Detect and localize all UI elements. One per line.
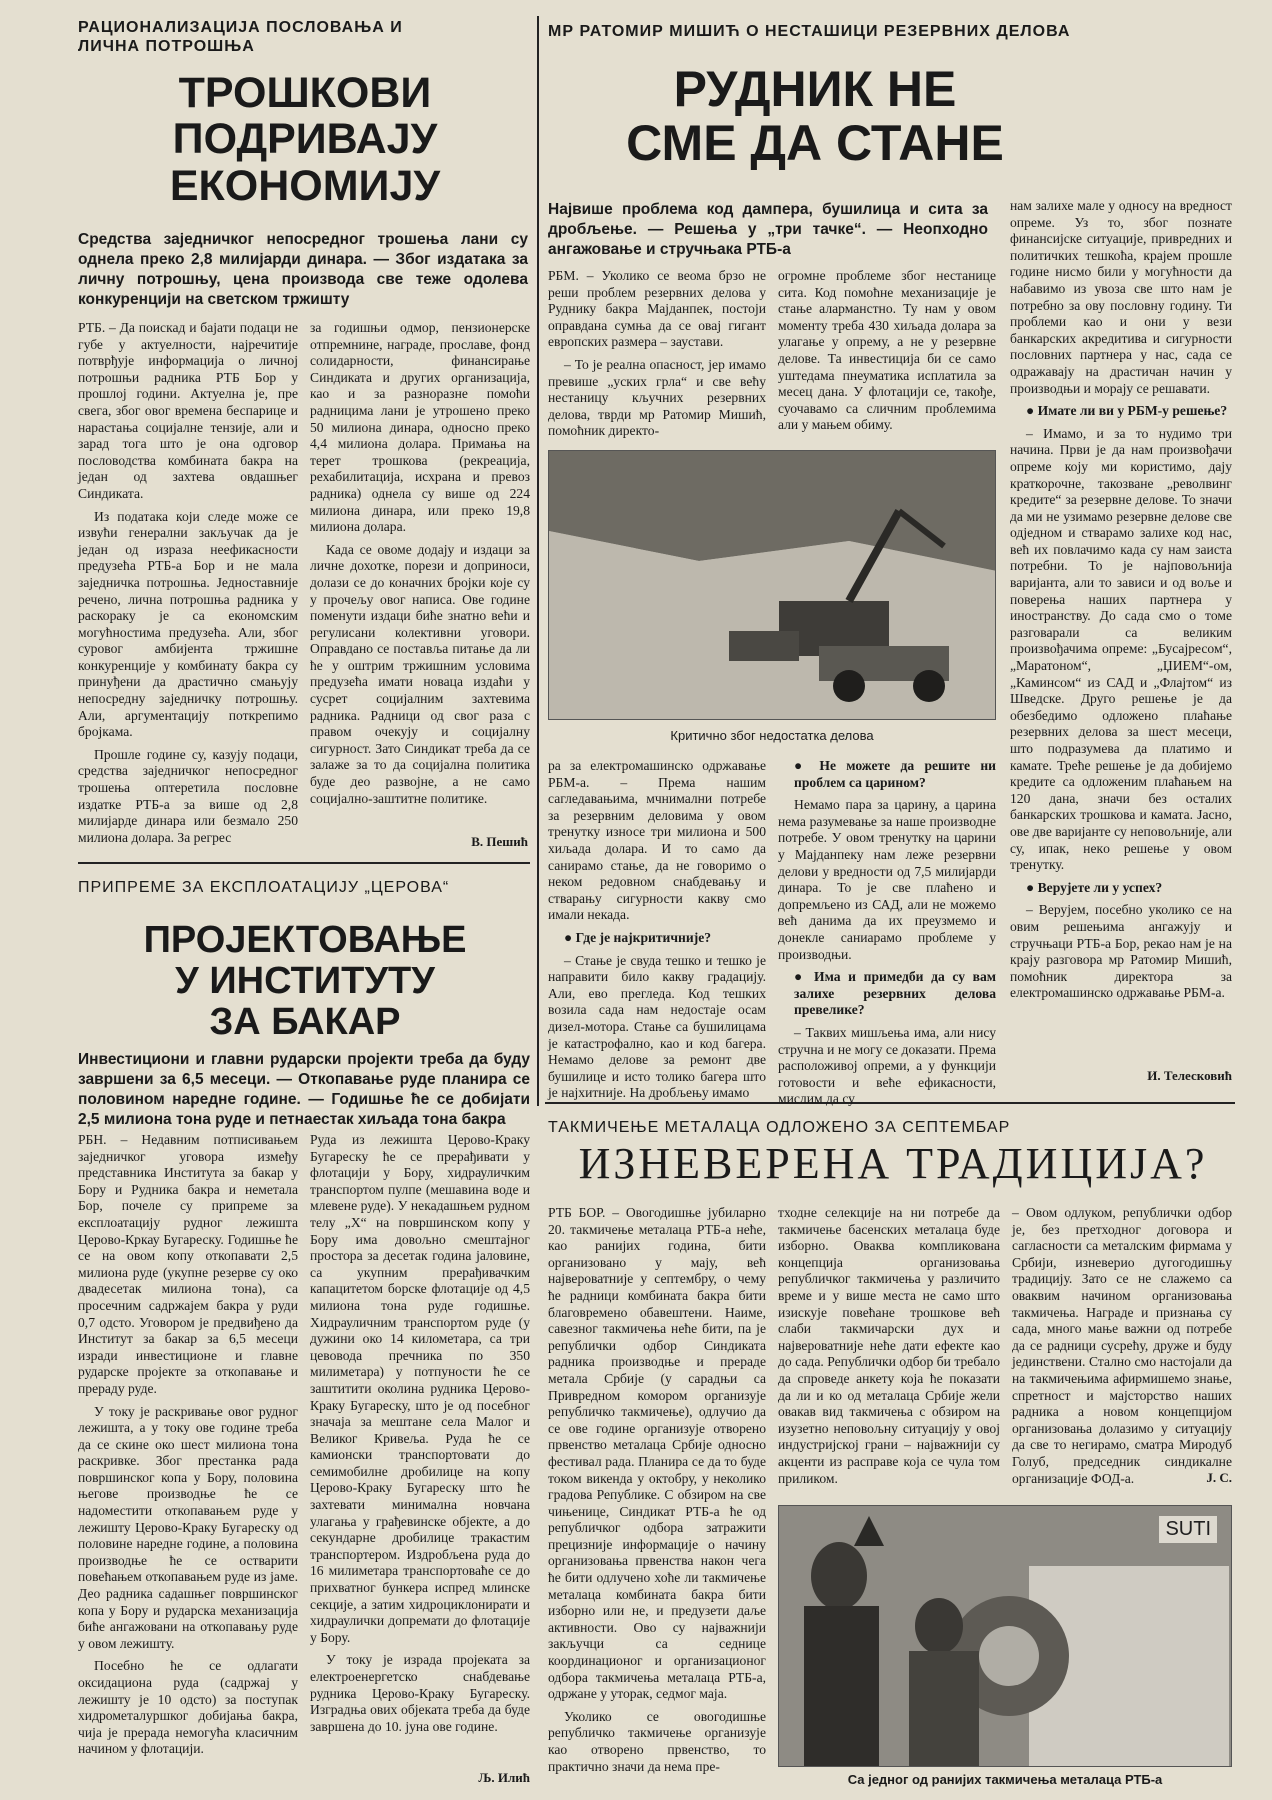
article3-column2 <box>310 1132 530 1741</box>
article2-column-e <box>1010 198 1232 1008</box>
article2-lede: Највише проблема код дампера, бушилица и сита за дробљење. — Решења у „три тачке“. — Неопходно ангажовање и стручњака РТБ-а <box>548 201 988 258</box>
article2-headline-line1: РУДНИК НЕ <box>673 61 957 117</box>
article2-question: ● Имате ли ви у РБМ-у решење? <box>1026 403 1228 419</box>
divider-left-middle <box>78 862 530 864</box>
article2-kicker: МР РАТОМИР МИШИЋ О НЕСТАШИЦИ РЕЗЕРВНИХ ДЕЛОВА <box>548 23 1071 40</box>
article2-signature: И. Телесковић <box>1147 1068 1232 1083</box>
article2-question: ● Не можете да решите ни проблем са царином? <box>794 758 996 790</box>
article2-column-c <box>548 758 766 1108</box>
workers-photo <box>778 1505 1232 1767</box>
article1-column2 <box>310 320 530 813</box>
article3-signature: Љ. Илић <box>478 1770 530 1785</box>
article2-paragraph: – Стање је свуда тешко и тешко је направити било какву градацију. Али, ево прегледа. Код тешких возила сада нам недостаје осам дизел-мотора. Стање са бушилицама је катастрофално, као и код багера. Немамо делове за ремонт две бушилице и исто толико багера што је најхитније. На дробљењу имамо <box>548 952 766 1101</box>
article3-headline-line3: ЗА БАКАР <box>209 1001 401 1044</box>
article2-question-text: Има и примедби да су вам залихе резервних делова превелике? <box>794 969 996 1018</box>
article2-paragraph: – Верујем, посебно уколико се на овим решењима ангажују и стручњаци РТБ-а Бор, рекао нам је на крају разговора мр Ратомир Мишић, помоћник директора за електромашинско одржавање РБМ-а. <box>1010 902 1232 1001</box>
workers-photo-sign: SUTI <box>1159 1516 1217 1543</box>
article2-question-text: Не можете да решите ни проблем са царином? <box>794 758 996 790</box>
article2-question: ● Где је најкритичније? <box>564 929 712 945</box>
article1-paragraph: Из података који следе може се извући генерални закључак да је један од израза неефикасности предузећа РТБ-а Бор и не мала заједничка потрошња. Једноставније речено, лична потрошња радника у раскораку је са економским могућностима предузећа. Али, због суровог амбијента тржишне конкуренције у комбинату бакра су принуђени да драстично смањују непосредну заједничку потрошњу. Али, аргументацију поткрепимо бројкама. <box>78 508 298 740</box>
article3-headline <box>90 920 520 1043</box>
article4-column3 <box>1012 1205 1232 1493</box>
article1-kicker: РАЦИОНАЛИЗАЦИЈА ПОСЛОВАЊА И ЛИЧНА ПОТРОШЊА <box>78 19 403 55</box>
article1-paragraph: Када се овоме додају и издаци за личне дохотке, порези и доприноси, долази се до коначних бројки које су у прочељу овог написа. Ове године поменути издаци биће знатно већи и регулисани колективни уговори. Оправдано се поставља питање да ли ће у оштрим тржишним условима предузећа имати новаца издаћи у сусрет социјалним захтевима радника. Радници од свог раза с правом очекују и социјалну сигурност. Зато Синдикат треба да се залаже за то да социјална политика буде део развојне, а не само социјално-заштитне политике. <box>310 541 530 806</box>
excavator-photo <box>548 450 996 720</box>
article3-headline-line2: У ИНСТИТУТУ <box>175 960 435 1003</box>
article2-paragraph: – Имамо, и за то нудимо три начина. Први је да нам произвођачи опреме коју ми користимо, дају краткорочне, такозване „револвинг кредите“ за резервне делове. То значи да ми не узимамо резервне делове све одједном и стварамо залихе код нас, већ их повлачимо када су нам заиста потребни. То је најповољнија варијанта, али то зависи и од воље и поверења наших партнера у иностранству. До сада смо о томе разговарали са великим произвођачима опреме: „Бусајресом“, „Маратоном“, „ЏИЕМ“-ом, „Каминсом“ из САД и „Флајтом“ из Шведске. Друго решење је да обезбедимо одложено плаћање резервних делова за шест месеци, што подразумева да платимо и камате. Треће решење је да добијемо кредите са одложеним плаћањем на 120 дана, значи без осталих банкарских трошкова и камата. Јасно, ове две варијанте су неповољније, али су, ипак, некo решење у овом тренутку. <box>1010 425 1232 873</box>
article1-paragraph: РТБ. – Да поискад и бајати подаци не губе у актуелности, најречитије потврђује информација о личној потрошњи радника РТБ Бор у прошлој години. Актуелна је, пре свега, због овог времена беспарице и нарастања социјалне тензије, али и зарад тога што је она одговор пословодства комбината бакра на један од захтева овдашњег Синдиката. <box>78 320 298 501</box>
article1-signature: В. Пешић <box>471 834 528 849</box>
article3-headline-line1: ПРОЈЕКТОВАЊЕ <box>143 919 467 961</box>
article1-headline-line3: ЕКОНОМИЈУ <box>169 161 441 210</box>
article4-signature: Ј. С. <box>1206 1470 1232 1485</box>
article2-paragraph: – Таквих мишљења има, али нису стручна и не могу се доказати. Према расположивој опреми, а у функцији готовости и веће ефикасности, мислим да су <box>778 1024 996 1107</box>
article2-question: ● Има и примедби да су вам залихе резервних делова превелике? <box>794 969 996 1018</box>
article4-column1 <box>548 1205 766 1781</box>
excavator-photo-caption: Критично због недостатка делова <box>670 728 874 743</box>
article2-paragraph: – То је реална опасност, јер имамо превише „уских грла“ и све већу нестаницу кључних резервних делова, тврди мр Ратомир Мишић, помоћник директо- <box>548 356 766 439</box>
article1-lede: Средства заједничког непосредног трошења лани су однела преко 2,8 милијарди динара. — Због издатака за личну потрошњу, цена производа све теже одолева конкуренцији на светском тржишту <box>78 231 528 308</box>
article4-paragraph: РТБ БОР. – Овогодишње јубиларно 20. такмичење металаца РТБ-а неће, као ранијих година, бити организовано у мају, већ највероватније у септембру, о чему ће радници комбината бакра бити благовремено обавештени. Наиме, савезног такмичења неће бити, па је републички одбор Синдиката радника производње и прераде метала Србије (у сарадњи са Привредном комором организује републичко такмичење), одлучио да се ове године организује отворено првенство металаца Србије односно фестивал рада. Планира се да то буде током викенда у октобру, у неколико градова Републике. С обзиром на све чињенице, Синдикат РТБ-а ће од републичког одбора затражити прецизније информације о начину организовања првенства након чега ће бити одлучено хоће ли такмичење металаца комбината бакра бити изборно или не, и предузети даље активности. Ово су најважнији закључци са седнице координационог и организационог одбора такмичења металаца РТБ-а, одржане у уторак, седмог маја. <box>548 1205 766 1702</box>
article4-paragraph: тходне селекције на ни потребе да такмичење басенских металаца буде изборно. Оваква компликована концепција организовања републичког такмичења у различито време и у више места не само што изискује повећане трошкове већ слаби такмичарски дух и највероватније неће дати ефекте као до сада. Републички одбор би требало да спроведе анкету која ће показати да ли и ко од металаца Србије жели овакав вид такмичења с обзиром на изузетно неповољну ситуацију у овој индустријској грани – најважнији су акценти из расправе која се чула том приликом. <box>778 1205 1000 1486</box>
article2-headline-line2: СМЕ ДА СТАНЕ <box>626 115 1004 171</box>
article4-headline: ИЗНЕВЕРЕНА ТРАДИЦИЈА? <box>578 1139 1208 1188</box>
article1-headline-line1: ТРОШКОВИ <box>178 69 432 117</box>
article2-paragraph: РБМ. – Уколико се веома брзо не реши проблем резервних делова у Руднику бакра Мајданпек, постоји оправдана сумња да се овај гигант европских размера – заустави. <box>548 268 766 350</box>
workers-illustration <box>779 1506 1232 1767</box>
article2-column-d <box>778 758 996 1114</box>
excavator-illustration <box>549 451 996 720</box>
article4-paragraph: – Овом одлуком, републички одбор је, без претходног договора и сагласности са металским фирмама у Србији, изневерио дугогодишњу традицију. Зато се не слажемо са оваквим начином организовања такмичења. Награде и признања су сада, много мање важни од потребе да се радници сусрећу, друже и буду јединствени. Стално смо настојали да на такмичењима афирмишемо знање, спретност и мајсторство наших радника а новом концепцијом организовања долазимо у ситуацију да све то негирамо, сматра Миродуб Голуб, председник синдикалне организације ФОД-а. <box>1012 1205 1232 1486</box>
article3-paragraph: У току је раскривање овог рудног лежишта, а у току ове године треба да се скине око шест милиона тона раскривке. Због престанка рада површинског копа у Бору, половина његове производње ће се надоместити откопавањем руде у лежишту Церово-Краку Бугареску од половине наредне године, а половина производње ће се остварити повећањем откопавањем руде из јаме. Део радника садашњег површинског копа у Бору и рударска механизација биће ангажовани на откопавању руде у овом лежишту. <box>78 1403 298 1651</box>
article1-paragraph: за годишњи одмор, пензионерске отпремнине, награде, прославе, фонд солидарности, финансирање Синдиката и других организација, као и за разноразне помоћи радницима лани је утрошено преко 50 милиона динара, односно преко 4,4 милиона долара. Примања на терет трошкова (рекреација, рехабилитација, исхрана и превоз радника) однела су више од 224 милиона динара, или преко 19,8 милиона долара. <box>310 320 530 535</box>
article3-paragraph: У току је израда пројеката за електроенергетско снабдевање рудника Церово-Краку Бугареску. Изградња ових објеката треба да буде завршена до 10. јуна ове године. <box>310 1652 530 1734</box>
article4-kicker: ТАКМИЧЕЊЕ МЕТАЛАЦА ОДЛОЖЕНО ЗА СЕПТЕМБАР <box>548 1119 1011 1136</box>
article3-lede: Инвестициони и главни рударски пројекти треба да буду завршени за 6,5 месеци. — Откопавање руде планира се половином наредне године. — Годишње ће се добијати 2,5 милиона тона руде и петнаестак хиљада тона бакра <box>78 1051 530 1128</box>
article2-paragraph: огромне проблеме због нестанице сита. Код помоћне механизације је стање аларманстно. Ту нам у овом моменту треба 430 хиљада долара за улагање у опрему, а не у резервне делове. Та инвестиција би се само уштедама пнеуматика исплатила за месец дана. У флотацији се, такође, суочавамо са сличним проблемима али у мањем обиму. <box>778 268 996 433</box>
article2-question: ● Верујете ли у успех? <box>1026 879 1163 895</box>
article3-kicker: ПРИПРЕМЕ ЗА ЕКСПЛОАТАЦИЈУ „ЦЕРОВА“ <box>78 879 450 896</box>
article4-column2 <box>778 1205 1000 1493</box>
article2-column-b <box>778 268 996 440</box>
article3-column1 <box>78 1132 298 1764</box>
column-divider <box>537 16 539 1106</box>
article3-paragraph: РБН. – Недавним потписивањем заједничког уговора између представника Института за бакар у Бору и Рудника бакра и неметала Бор, почеле су припреме за експлоатацију рудног лежишта Церово-Кркау Бугареску. Годишње ће се на овом копу откопавати 2,5 милиона руде (укупне резерве су око двадесетак милиона тона), са просечним садржајем бакра у руди 0,7 одсто. Уговором је предвиђено да Институт за бакар за 6,5 месеци изради инвестиционе и главне рударске пројекте за откопавање и прераду руде. <box>78 1132 298 1396</box>
article3-paragraph: Посебно ће се одлагати оксидациона руда (садржај у лежишту је 10 одсто) за поступак хидрометалуршког добијања бакра, чија је прерада немогућа класичним начином у флотацији. <box>78 1658 298 1757</box>
article2-headline <box>560 62 1070 170</box>
article2-column-a <box>548 268 766 446</box>
article1-paragraph: Прошле године су, казују подаци, средства заједничког непосредног трошења оптеретила пословне издатке РТБ-а за више од 2,8 милијарде динара или безмало 250 милиона долара. За регрес <box>78 746 298 845</box>
article1-headline-line2: ПОДРИВАЈУ <box>172 115 438 164</box>
article2-question-text: Где је најкритичније? <box>575 929 712 945</box>
workers-photo-caption: Са једног од ранијих такмичења металаца РТБ-а <box>847 1772 1163 1787</box>
article2-paragraph: Немамо пара за царину, а царина нема разумевање за наше производне потребе. У овом тренутку на царини у Мајданпеку нам леже резервни делови у вредности од 7,5 милијарди динара. То је све плаћено и допремљено из САД, али не можемо већ данима да их преузмемо и донекле саниарамо проблеме у производњи. <box>778 797 996 962</box>
article2-paragraph: ра за електромашинско одржавање РБМ-а. – Према нашим сагледавањима, мчнимални потребе за резервним деловима у овом тренутку износе три милиона и 500 хиљада долара. И то само да санирамо стање, да не говоримо о неком редовном снабдевању и стварању сигурности какву смо имали некада. <box>548 758 766 923</box>
article1-column1 <box>78 320 298 852</box>
article2-paragraph: нам залихе мале у односу на вредност опреме. Уз то, због познате финансијске ситуације, привредних и политичких тешкоћа, крајем прошле године нисмо били у могућности да набавимо из увоза све што нам је потребно за ову пословну годину. Ти проблеми као и они у вези банкарских акредитива и сигурности пословних партнера у нас, сада се одражавају на драстичан начин у производњи и морају се решавати. <box>1010 198 1232 396</box>
article3-paragraph: Руда из лежишта Церово-Краку Бугареску ће се прерађивати у флотацији у Бору, хидрауличким транспортом пулпе (мешавина воде и млевене руде). У некадашњем рудном телу „Х“ на површинском копу у Бору има довољно смештајног простора за десетак година јаловине, са укупним прерађивачким капацитетом борске флотације од 4,5 милиона тона руде годишње. Хидрауличним транспортом руде (у дужини око 14 километара, са три цевовода пречника по 350 милиметара) у потпуности ће се заштитити околина рудника Церово-Краку Бугареску, што је од посебног значаја за мештане села Малог и Великог Кривеља. Руда ће се камионски транспортовати до семимобилне дробилице на копу Церово-Краку Бугареску што ће захтевати минимална новчана улагања у грађевинске објекте, а до секундарне дробилице тракастим транспортером. Издробљена руда до 16 милиметара транспортоваће се до прихватног бункера испред млинске секције, а затим хидроциклонирати и хидраулички допремати до флотације у Бору. <box>310 1132 530 1645</box>
article1-headline <box>90 70 520 209</box>
article2-question-text: Верујете ли у успех? <box>1037 879 1163 895</box>
article2-question-text: Имате ли ви у РБМ-у решење? <box>1037 403 1228 419</box>
article4-paragraph: Уколико се овогодишње републичко такмичење организује као отворено првенство, то практично значи да нема пре- <box>548 1708 766 1774</box>
